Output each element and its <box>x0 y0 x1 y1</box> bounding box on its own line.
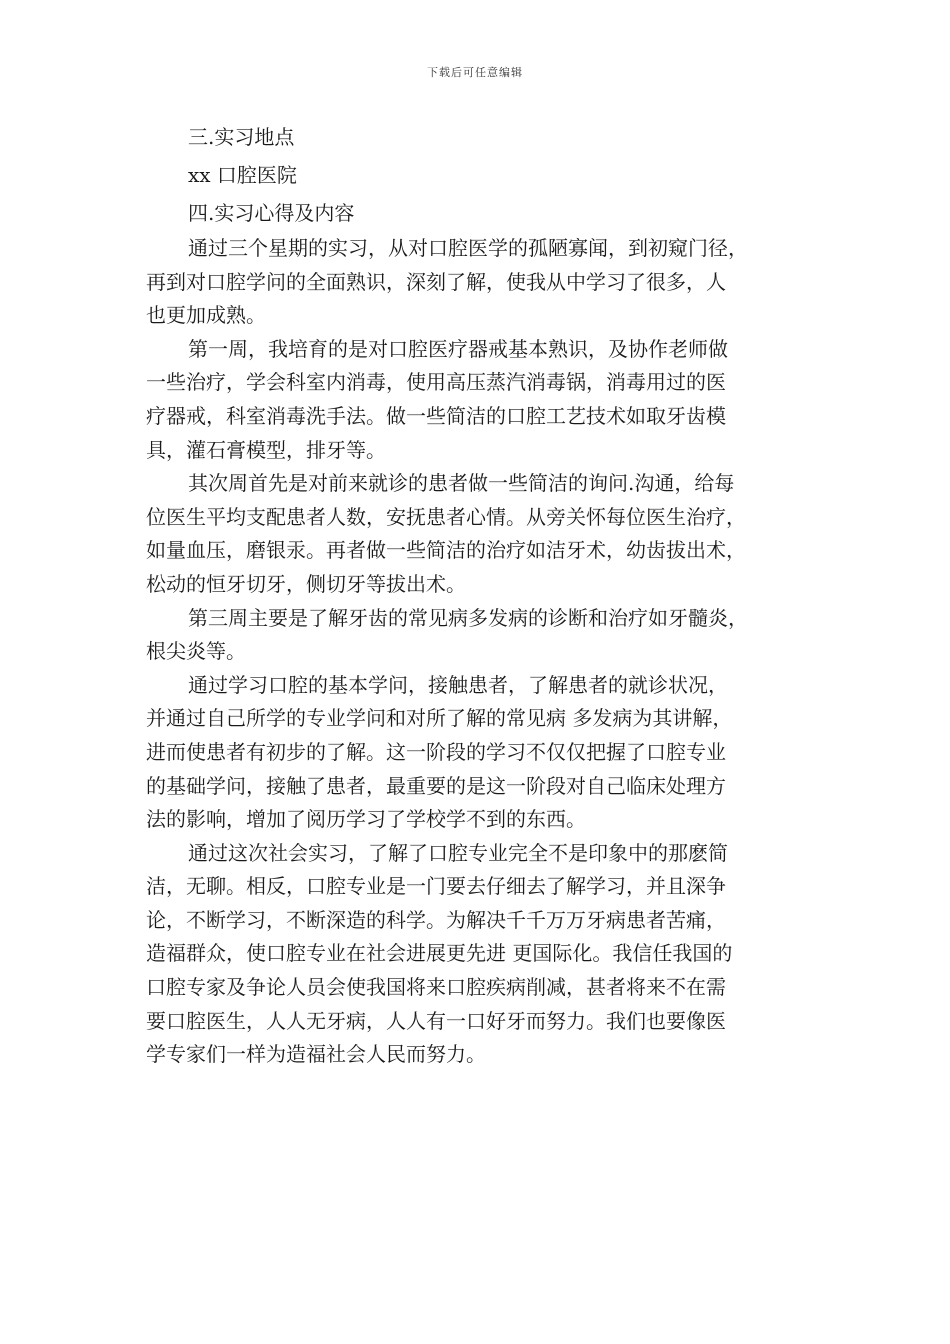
section-heading-location: 三.实习地点 <box>188 125 295 149</box>
text-line: 其次周首先是对前来就诊的患者做一些简洁的询问.沟通，给每 <box>188 471 735 496</box>
document-body <box>146 118 816 1072</box>
text-line: 的基础学问，接触了患者，最重要的是这一阶段对自己临床处理方 <box>146 773 726 798</box>
text-line: 通过三个星期的实习，从对口腔医学的孤陋寡闻，到初窥门径， <box>188 236 748 260</box>
text-line: 要口腔医生，人人无牙病，人人有一口好牙而努力。我们也要像医 <box>146 1008 726 1033</box>
hospital-name: xx 口腔医院 <box>188 163 297 187</box>
paragraph-week-one <box>146 333 816 467</box>
text-line: 并通过自己所学的专业学问和对所了解的常见病 多发病为其讲解， <box>146 706 733 731</box>
text-line: 学专家们一样为造福社会人民而努力。 <box>146 1042 486 1067</box>
text-line: 口腔专家及争论人员会使我国将来口腔疾病削减，甚者将来不在需 <box>146 975 726 1000</box>
text-line: 论，不断学习，不断深造的科学。为解决千千万万牙病患者苦痛， <box>146 907 726 932</box>
paragraph-conclusion <box>146 837 816 1072</box>
paragraph-learning <box>146 669 816 837</box>
text-line: 第三周主要是了解牙齿的常见病多发病的诊断和治疗如牙髓炎， <box>188 605 748 630</box>
text-line: 第一周，我培育的是对口腔医疗器戒基本熟识，及协作老师做 <box>188 336 728 361</box>
section-heading-experience: 四.实习心得及内容 <box>188 201 355 225</box>
text-line: 通过这次社会实习，了解了口腔专业完全不是印象中的那麽简 <box>188 840 728 865</box>
paragraph-week-three <box>146 602 816 669</box>
text-line: 通过学习口腔的基本学问，接触患者，了解患者的就诊状况， <box>188 672 728 697</box>
paragraph-week-two <box>146 467 816 601</box>
text-line: 一些治疗，学会科室内消毒，使用高压蒸汽消毒锅，消毒用过的医 <box>146 370 726 395</box>
text-line: 再到对口腔学问的全面熟识，深刻了解，使我从中学习了很多，人 <box>146 269 726 294</box>
paragraph-intro <box>146 232 816 333</box>
text-line: 具，灌石膏模型，排牙等。 <box>146 437 386 462</box>
text-line: 也更加成熟。 <box>146 303 266 328</box>
text-line: 造福群众，使口腔专业在社会进展更先进 更国际化。我信任我国的 <box>146 941 733 966</box>
text-line: 法的影响，增加了阅历学习了学校学不到的东西。 <box>146 807 586 832</box>
page-header: 下载后可任意编辑 <box>427 66 523 79</box>
text-line: 位医生平均支配患者人数，安抚患者心情。从旁关怀每位医生治疗， <box>146 504 746 529</box>
text-line: 疗器戒，科室消毒洗手法。做一些简洁的口腔工艺技术如取牙齿模 <box>146 403 726 428</box>
text-line: 洁，无聊。相反，口腔专业是一门要去仔细去了解学习，并且深争 <box>146 874 726 899</box>
text-line: 进而使患者有初步的了解。这一阶段的学习不仅仅把握了口腔专业 <box>146 739 726 764</box>
text-line: 如量血压，磨银汞。再者做一些简洁的治疗如洁牙术，幼齿拔出术， <box>146 538 746 563</box>
text-line: 根尖炎等。 <box>146 639 246 664</box>
text-line: 松动的恒牙切牙，侧切牙等拔出术。 <box>146 571 466 596</box>
